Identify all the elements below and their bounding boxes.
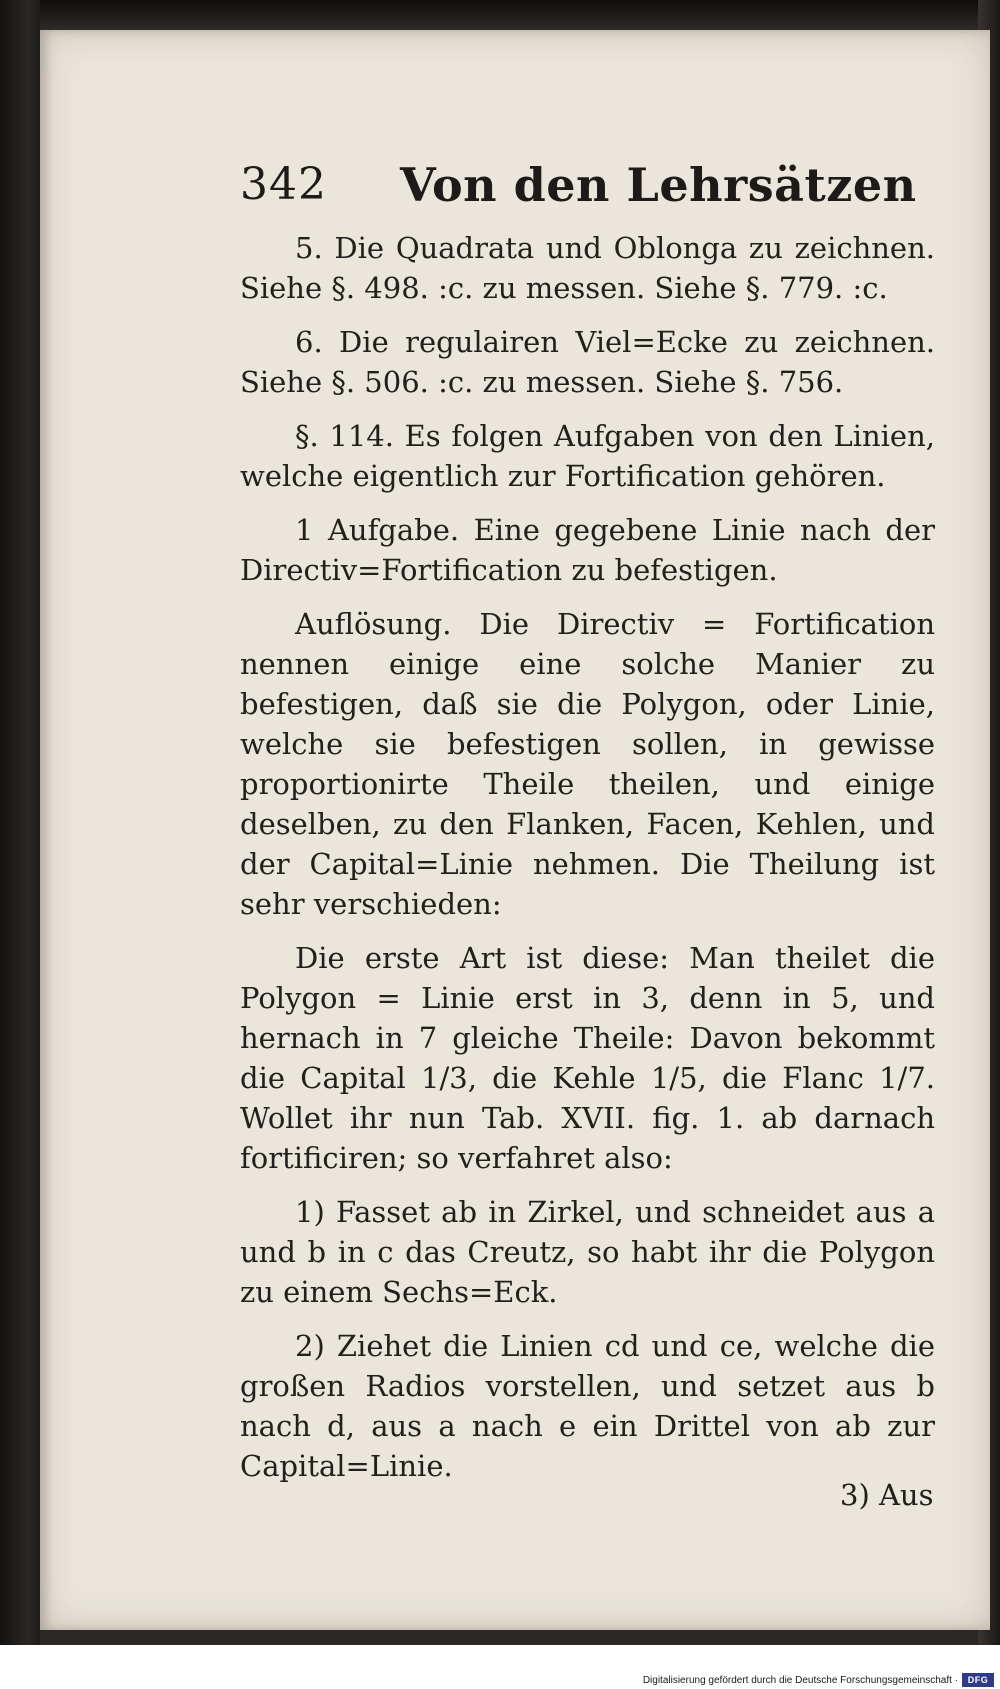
page-header: [240, 155, 940, 215]
paragraph-task-1: 1 Aufgabe. Eine gegebene Linie nach der Directiv=Fortification zu befestigen.: [240, 513, 935, 587]
paragraph-step-2: 2) Ziehet die Linien cd und ce, welche die großen Radios vorstellen, und setzet aus b nach d, aus a nach e ein Drittel von ab zur Capital=Linie.: [240, 1329, 935, 1483]
paragraph-solution: Auflösung. Die Directiv = Fortification nennen einige eine solche Manier zu befestigen, daß sie die Polygon, oder Linie, welche sie befestigen sollen, in gewisse proportionirte Theile theilen, und einige deselben, zu den Flanken, Facen, Kehlen, und der Capital=Linie nehmen. Die Theilung ist sehr verschieden:: [240, 607, 935, 921]
running-head: Von den Lehrsätzen: [400, 158, 917, 212]
page-number: 342: [240, 159, 327, 210]
paragraph-item-6: 6. Die regulairen Viel=Ecke zu zeichnen. Siehe §. 506. :c. zu messen. Siehe §. 756.: [240, 325, 935, 399]
dfg-logo: DFG: [962, 1673, 994, 1687]
digitization-credit: Digitalisierung gefördert durch die Deutsche Forschungsgemeinschaft ·: [642, 1675, 958, 1686]
catchword: 3) Aus: [840, 1478, 934, 1512]
paragraph-step-1: 1) Fasset ab in Zirkel, und schneidet aus a und b in c das Creutz, so habt ihr die Polygon zu einem Sechs=Eck.: [240, 1195, 935, 1309]
paragraph-section-114: §. 114. Es folgen Aufgaben von den Linien, welche eigentlich zur Fortification gehören.: [240, 419, 935, 493]
body-text: [240, 228, 935, 1500]
paragraph-item-5: 5. Die Quadrata und Oblonga zu zeichnen. Siehe §. 498. :c. zu messen. Siehe §. 779. :c.: [240, 231, 935, 305]
scan-frame-top: [0, 0, 1000, 30]
paragraph-first-method: Die erste Art ist diese: Man theilet die Polygon = Linie erst in 3, denn in 5, und hernach in 7 gleiche Theile: Davon bekommt die Capital 1/3, die Kehle 1/5, die Flanc 1/7. Wollet ihr nun Tab. XVII. fig. 1. ab darnach fortificiren; so verfahret also:: [240, 941, 935, 1175]
scan-frame-left: [0, 0, 40, 1645]
